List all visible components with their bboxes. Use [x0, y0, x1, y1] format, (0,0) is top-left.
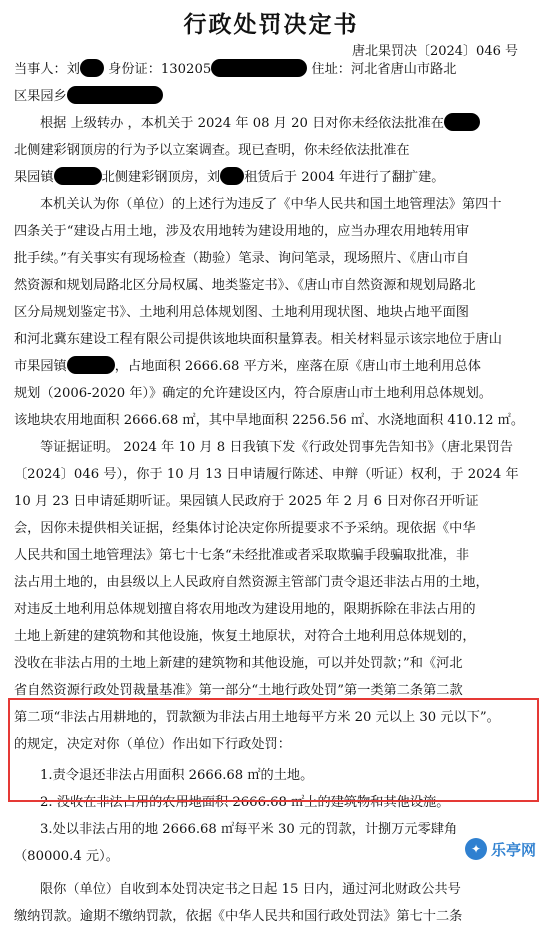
- redaction-block: [444, 113, 480, 131]
- doc-line: 3.处以非法占用的地 2666.68 ㎡每平米 30 元的罚款，计捌万元零肆角: [40, 822, 458, 837]
- doc-line: 法占用土地的，由县级以上人民政府自然资源主管部门责令退还非法占用的土地，: [14, 575, 489, 590]
- doc-line: 等证据证明。 2024 年 10 月 8 日我镇下发《行政处罚事先告知书》（唐北果罚告: [40, 440, 513, 455]
- redaction-block: [211, 59, 307, 77]
- doc-line: 第二项“非法占用耕地的，罚款额为非法占用土地每平方米 20 元以上 30 元以下”。: [14, 710, 500, 725]
- doc-line: 1.责令退还非法占用面积 2666.68 ㎡的土地。: [40, 768, 314, 783]
- document-number: 唐北果罚决〔2024〕046 号: [351, 44, 518, 59]
- redaction-block: [67, 356, 115, 374]
- doc-line: 会，因你未提供相关证据，经集体讨论决定你所提要求不予采纳。现依据《中华: [14, 521, 476, 536]
- doc-line: 没收在非法占用的土地上新建的建筑物和其他设施，可以并处罚款；”和《河北: [14, 656, 463, 671]
- doc-line: 和河北冀东建设工程有限公司提供该地块面积量算表。相关材料显示该宗地位于唐山: [14, 332, 502, 347]
- doc-line: 规划（2006-2020 年）》确定的允许建设区内，符合原唐山市土地利用总体规划。: [14, 386, 492, 401]
- watermark: [465, 838, 536, 860]
- document-title: 行政处罚决定书: [183, 11, 359, 38]
- doc-line: 对违反土地利用总体规划擅自将农用地改为建设用地的，限期拆除在非法占用的: [14, 602, 476, 617]
- doc-line: 限你（单位）自收到本处罚决定书之日起 15 日内，通过河北财政公共号: [40, 882, 461, 897]
- doc-line: 〔2024〕046 号），你于 10 月 13 日申请履行陈述、申辩（听证）权利，于 2024 年: [14, 467, 519, 482]
- doc-line: （80000.4 元）。: [14, 849, 119, 864]
- doc-line: 根据 上级转办 ，本机关于 2024 年 08 月 20 日对你未经依法批准在: [14, 110, 528, 137]
- doc-line: 的规定，决定对你（单位）作出如下行政处罚：: [14, 737, 291, 752]
- doc-line: 该地块农用地面积 2666.68 ㎡，其中旱地面积 2256.56 ㎡、水浇地面积 410.12 ㎡。: [14, 413, 525, 428]
- doc-line: 批手续。”有关事实有现场检查（勘验）笔录、询问笔录，现场照片、《唐山市自: [14, 251, 470, 266]
- redaction-block: [80, 59, 104, 77]
- doc-line: 果园镇 北侧建彩钢顶房，刘 租赁后于 2004 年进行了翻扩建。: [14, 164, 528, 191]
- doc-line: 本机关认为你（单位）的上述行为违反了《中华人民共和国土地管理法》第四十: [40, 197, 502, 212]
- redaction-block: [54, 167, 102, 185]
- doc-line: 然资源和规划局路北区分局权属、地类鉴定书》、《唐山市自然资源和规划局路北: [14, 278, 476, 293]
- doc-line: 土地上新建的建筑物和其他设施，恢复土地原状，对符合土地利用总体规划的，: [14, 629, 476, 644]
- doc-line: 省自然资源行政处罚裁量基准》第一部分“土地行政处罚”第一类第二条第二款: [14, 683, 463, 698]
- doc-line: 缴纳罚款。逾期不缴纳罚款，依据《中华人民共和国行政处罚法》第七十二条: [14, 909, 463, 924]
- doc-line: 当事人：刘 身份证：130205 住址：河北省唐山市路北: [14, 56, 528, 83]
- doc-line: 人民共和国土地管理法》第七十七条“未经批准或者采取欺骗手段骗取批准，非: [14, 548, 470, 563]
- penalty-highlight-box: [8, 698, 539, 802]
- redaction-block: [220, 167, 244, 185]
- doc-line: 10 月 23 日申请延期听证。果园镇人民政府于 2025 年 2 月 6 日对你召开听证: [14, 494, 479, 509]
- doc-line: 市果园镇 ，占地面积 2666.68 平方米，座落在原《唐山市土地利用总体: [14, 353, 528, 380]
- watermark-text: 乐亭网: [490, 840, 536, 859]
- doc-line: 区果园乡: [14, 83, 528, 110]
- doc-line: 四条关于“建设占用土地，涉及农用地转为建设用地的，应当办理农用地转用审: [14, 224, 470, 239]
- doc-line: 2. 没收在非法占用的农用地面积 2666.68 ㎡上的建筑物和其他设施。: [40, 795, 450, 810]
- doc-line: 北侧建彩钢顶房的行为予以立案调查。现已查明，你未经依法批准在: [14, 143, 410, 158]
- doc-line: 区分局规划鉴定书》、土地利用总体规划图、土地利用现状图、地块占地平面图: [14, 305, 469, 320]
- leting-logo-icon: ✦: [465, 838, 487, 860]
- redaction-block: [67, 86, 163, 104]
